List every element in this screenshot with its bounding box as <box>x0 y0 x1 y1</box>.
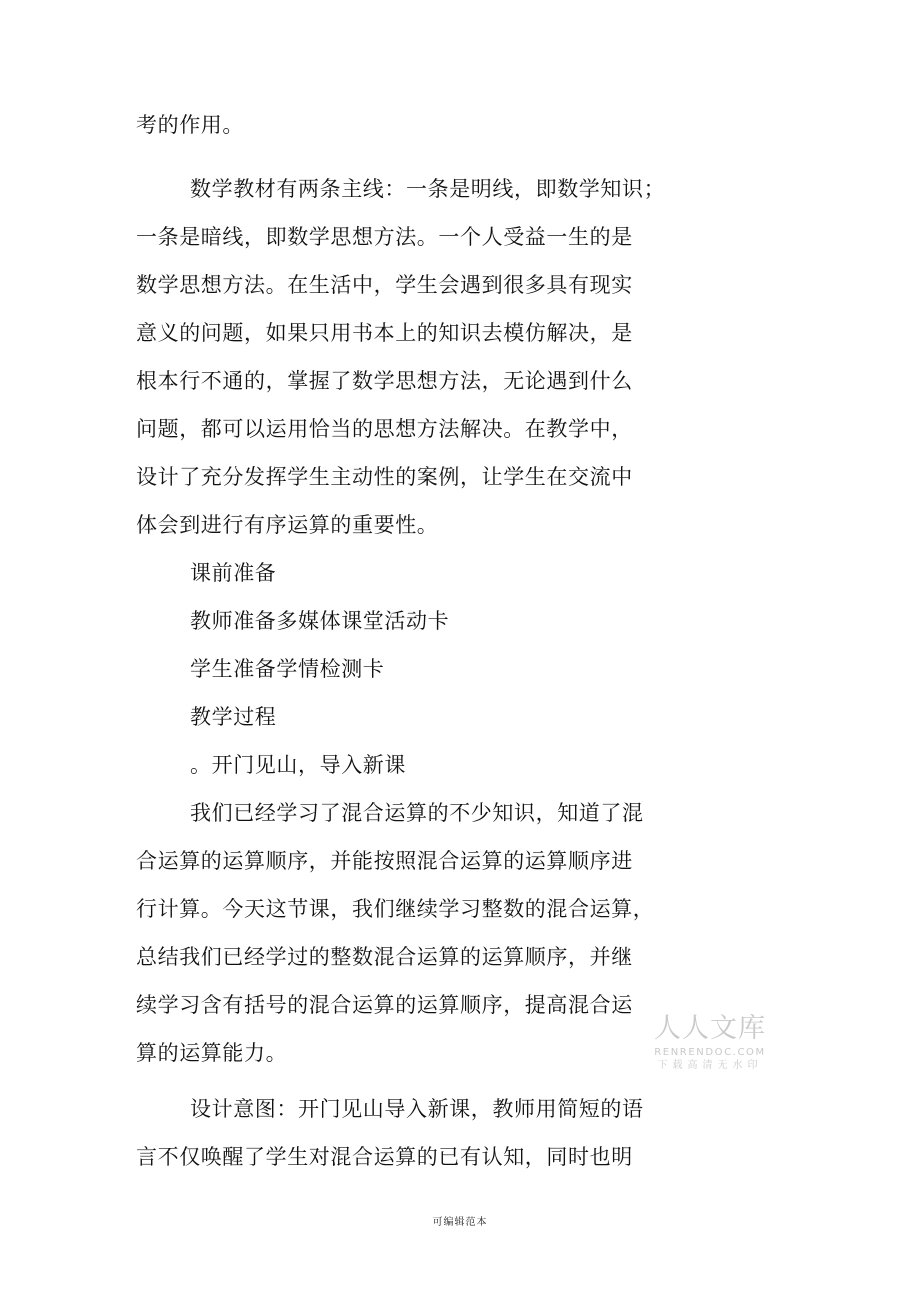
paragraph-line: 数学教材有两条主线：一条是明线，即数学知识； <box>190 177 666 201</box>
paragraph-line: 行计算。今天这节课，我们继续学习整数的混合运算， <box>136 897 655 921</box>
paragraph-line: 体会到进行有序运算的重要性。 <box>136 513 439 537</box>
watermark-title: 人人文库 <box>654 1013 766 1044</box>
section-heading: 课前准备 <box>190 561 277 585</box>
paragraph-line: 设计了充分发挥学生主动性的案例，让学生在交流中 <box>136 465 633 489</box>
watermark-logo <box>648 1012 772 1073</box>
paragraph-line: 一条是暗线，即数学思想方法。一个人受益一生的是 <box>136 225 633 249</box>
section-heading: 。开门见山，导入新课 <box>190 753 406 777</box>
paragraph-line: 总结我们已经学过的整数混合运算的运算顺序，并继 <box>136 945 633 969</box>
paragraph-line: 我们已经学习了混合运算的不少知识，知道了混 <box>190 801 644 825</box>
paragraph-line: 算的运算能力。 <box>136 1041 288 1065</box>
paragraph-line: 教师准备多媒体课堂活动卡 <box>190 609 450 633</box>
paragraph-line: 考的作用。 <box>136 113 244 137</box>
paragraph-line: 数学思想方法。在生活中，学生会遇到很多具有现实 <box>136 273 633 297</box>
paragraph-line: 合运算的运算顺序，并能按照混合运算的运算顺序进 <box>136 849 633 873</box>
paragraph-line: 学生准备学情检测卡 <box>190 657 385 681</box>
section-heading: 教学过程 <box>190 705 277 729</box>
paragraph-line: 设计意图：开门见山导入新课，教师用简短的语 <box>190 1097 644 1121</box>
watermark-tagline: 下载高清无水印 <box>657 1060 763 1071</box>
paragraph-line: 问题，都可以运用恰当的思想方法解决。在教学中， <box>136 417 633 441</box>
page-footer: 可编辑范本 <box>432 1217 488 1228</box>
paragraph-line: 根本行不通的，掌握了数学思想方法，无论遇到什么 <box>136 369 633 393</box>
paragraph-line: 意义的问题，如果只用书本上的知识去模仿解决，是 <box>136 321 633 345</box>
watermark-domain: RENRENDOC.COM <box>654 1047 766 1058</box>
paragraph-line: 续学习含有括号的混合运算的运算顺序，提高混合运 <box>136 993 633 1017</box>
paragraph-line: 言不仅唤醒了学生对混合运算的已有认知，同时也明 <box>136 1145 633 1169</box>
